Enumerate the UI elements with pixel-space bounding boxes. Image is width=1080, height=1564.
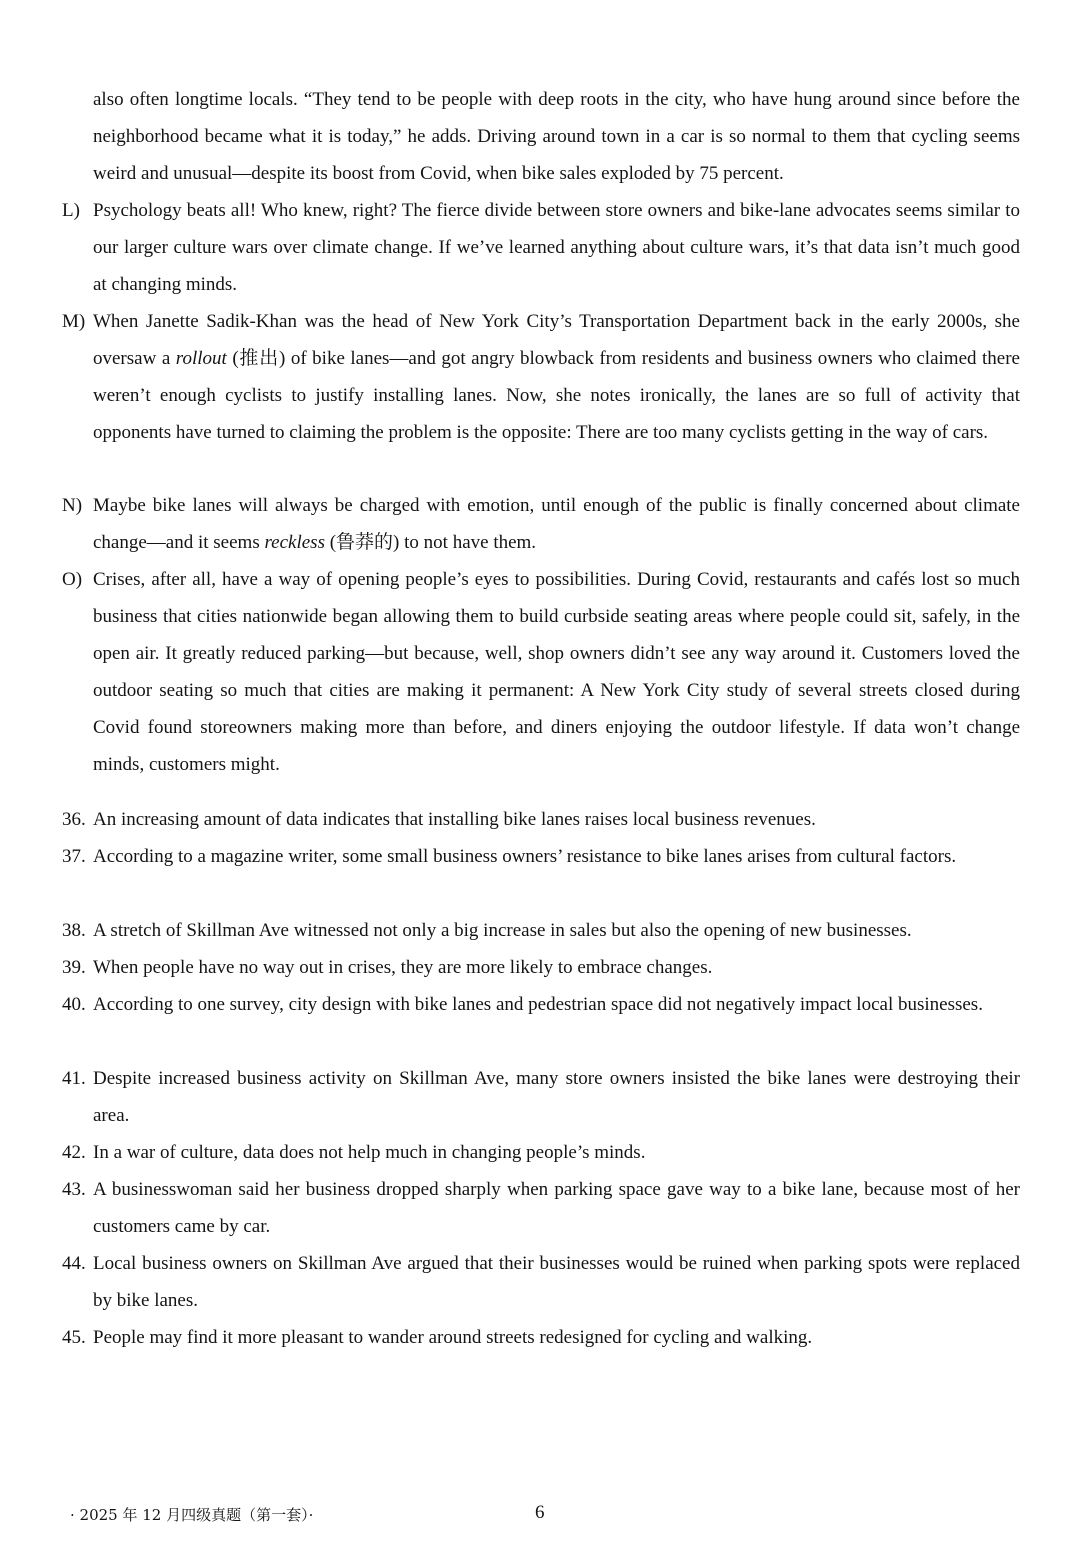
question-number: 43.: [62, 1179, 86, 1200]
question-number: 36.: [62, 809, 86, 830]
question-number: 45.: [62, 1327, 86, 1348]
question-40: [62, 986, 1020, 1023]
question-text: An increasing amount of data indicates that installing bike lanes raises local business revenues.: [93, 809, 816, 830]
question-number: 42.: [62, 1142, 86, 1163]
paragraph-text: Crises, after all, have a way of opening people’s eyes to possibilities. During Covid, restaurants and cafés lost so much business that cities nationwide began allowing them to build curbside seating areas where people could sit, safely, in the open air. It greatly reduced parking—but because, well, shop owners didn’t see any way around it. Customers loved the outdoor seating so much that cities are making it permanent: A New York City study of several streets closed during Covid found storeowners making more than before, and diners enjoying the outdoor lifestyle. If data won’t change minds, customers might.: [93, 569, 1020, 775]
vocab-gloss: (推出): [226, 348, 286, 369]
question-text: Local business owners on Skillman Ave argued that their businesses would be ruined when parking spots were replaced by bike lanes.: [93, 1253, 1020, 1311]
question-number: 37.: [62, 846, 86, 867]
question-39: [62, 949, 1020, 986]
question-text: When people have no way out in crises, they are more likely to embrace changes.: [93, 957, 713, 978]
paragraph-text: [62, 303, 1020, 451]
question-number: 44.: [62, 1253, 86, 1274]
paragraph-text-part: of bike lanes—and got angry blowback from residents and business owners who claimed there weren’t enough cyclists to justify installing lanes. Now, she notes ironically, the lanes are so full of activity that opponents have turned to claiming the problem is the opposite: There are too many cyclists getting in the way of cars.: [93, 348, 1020, 443]
question-text: A businesswoman said her business dropped sharply when parking space gave way to a bike lane, because most of her customers came by car.: [93, 1179, 1020, 1237]
question-41: [62, 1060, 1020, 1134]
vocab-gloss: (鲁莽的): [324, 532, 400, 553]
paragraph-k-continuation: also often longtime locals. “They tend to be people with deep roots in the city, who have hung around since before the neighborhood became what it is today,” he adds. Driving around town in a car is so normal to them that cycling seems weird and unusual—despite its boost from Covid, when bike sales exploded by 75 percent.: [93, 89, 1020, 184]
paragraph-text: [62, 487, 1020, 561]
question-38: [62, 912, 1020, 949]
paragraph-label: O): [62, 569, 83, 590]
paragraph-m: [62, 303, 1020, 451]
paragraph-n: [62, 487, 1020, 561]
question-number: 41.: [62, 1068, 86, 1089]
question-text: In a war of culture, data does not help much in changing people’s minds.: [93, 1142, 646, 1163]
paragraph-text-part: Maybe bike lanes will always be charged with emotion, until enough of the public is finally concerned about climate change—and it seems: [93, 495, 1020, 553]
paragraph-text: Psychology beats all! Who knew, right? The fierce divide between store owners and bike-lane advocates seems similar to our larger culture wars over climate change. If we’ve learned anything about culture wars, it’s that data isn’t much good at changing minds.: [93, 200, 1020, 295]
question-43: [62, 1171, 1020, 1245]
paragraph-l: [62, 192, 1020, 303]
paragraph-label: N): [62, 495, 83, 516]
question-number: 40.: [62, 994, 86, 1015]
question-45: [62, 1319, 1020, 1356]
question-44: [62, 1245, 1020, 1319]
question-37: [62, 838, 1020, 875]
question-text: People may find it more pleasant to wander around streets redesigned for cycling and walking.: [93, 1327, 813, 1348]
exam-footer-label: · 2025 年 12 月四级真题（第一套）·: [70, 1506, 314, 1524]
question-text: A stretch of Skillman Ave witnessed not only a big increase in sales but also the opening of new businesses.: [93, 920, 912, 941]
vocab-term: rollout: [175, 348, 227, 369]
question-text: According to a magazine writer, some small business owners’ resistance to bike lanes arises from cultural factors.: [93, 846, 957, 867]
page-number: 6: [535, 1502, 545, 1523]
paragraph-o: [62, 561, 1020, 783]
question-number: 38.: [62, 920, 86, 941]
question-number: 39.: [62, 957, 86, 978]
question-42: [62, 1134, 1020, 1171]
paragraph-text-part: When Janette Sadik-Khan was the head of New York City’s Transportation Department back in the early 2000s, she oversaw a: [93, 311, 1020, 369]
question-text: According to one survey, city design with bike lanes and pedestrian space did not negatively impact local businesses.: [93, 994, 983, 1015]
question-36: [62, 801, 1020, 838]
paragraph-label: L): [62, 200, 80, 221]
paragraph-text-part: to not have them.: [399, 532, 537, 553]
paragraph-label: M): [62, 311, 86, 332]
question-text: Despite increased business activity on Skillman Ave, many store owners insisted the bike lanes were destroying their area.: [93, 1068, 1020, 1126]
vocab-term: reckless: [264, 532, 325, 553]
